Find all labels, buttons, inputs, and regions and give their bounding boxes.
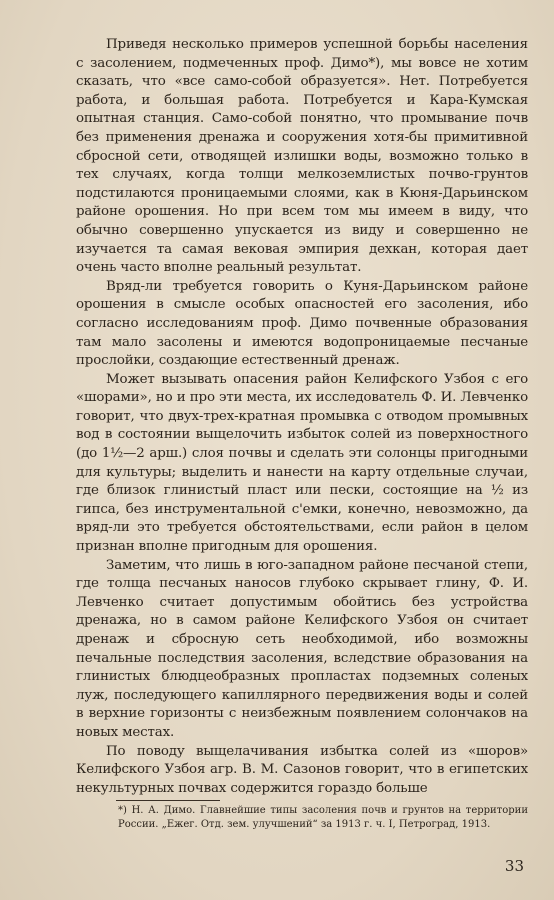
footnote: *) Н. А. Димо. Главнейшие типы засоления почв и грунтов на территории России. „Ежег. Отд. зем. улучшений“ за 1913 г. ч. I, Петроград, 1913. <box>118 805 528 830</box>
paragraph-3: Может вызывать опасения район Келифского Узбоя с его «шорами», но и про эти места, их исследователь Ф. И. Левченко говорит, что двух-трех-кратная промывка с отводом промывных вод в состоянии выщелочить избыток солей из поверхностного (до 1½—2 арш.) слоя почвы и сделать эти солонцы пригодными для культуры; выделить и нанести на карту отдельные случаи, где близок глинистый пласт или пески, состоящие на ½ из гипса, без инструментальной с'емки, конечно, невозможно, да вряд-ли это требуется обстоятельствами, если район в целом признан вполне пригодным для орошения. <box>76 371 528 555</box>
paragraph-4: Заметим, что лишь в юго-западном районе песчаной степи, где толща песчаных наносов глубоко скрывает глину, Ф. И. Левченко считает допустимым обойтись без устройства дренажа, но в самом районе Келифского Узбоя он считает дренаж и сбросную сеть необходимой, ибо возможны печальные последствия засоления, вследствие образования на глинистых блюдцеобразных пропластах подземных соленых луж, последующего капиллярного передвижения воды и солей в верхние горизонты с неизбежным появлением солончаков на новых местах. <box>76 557 528 740</box>
paragraph-5: По поводу выщелачивания избытка солей из «шоров» Келифского Узбоя агр. В. М. Сазонов говорит, что в египетских некультурных почвах содержится гораздо больше <box>76 743 528 796</box>
paragraph-2: Вряд-ли требуется говорить о Куня-Дарьинском районе орошения в смысле особых опасностей его засоления, ибо согласно исследованиям проф. Димо почвенные образования там мало засолены и имеются водопроницаемые песчаные прослойки, создающие естественный дренаж. <box>76 278 528 369</box>
body-text <box>76 36 528 798</box>
footnote-divider <box>116 800 220 801</box>
page-number: 33 <box>504 857 524 875</box>
paragraph-1: Приведя несколько примеров успешной борьбы населения с засолением, подмеченных проф. Димо*), мы вовсе не хотим сказать, что «все само-собой образуется». Нет. Потребуется работа, и большая работа. Потребуется и Кара-Кумская опытная станция. Само-собой понятно, что промывание почв без применения дренажа и сооружения хотя-бы примитивной сбросной сети, отводящей излишки воды, возможно только в тех случаях, когда толщи мелкоземлистых почво-грунтов подстилаются проницаемыми слоями, как в Кюня-Дарьинском районе орошения. Но при всем том мы имеем в виду, что обычно совершенно упускается из виду и совершенно не изучается та самая вековая эмпирия дехкан, которая дает очень часто вполне реальный результат. <box>76 37 528 276</box>
